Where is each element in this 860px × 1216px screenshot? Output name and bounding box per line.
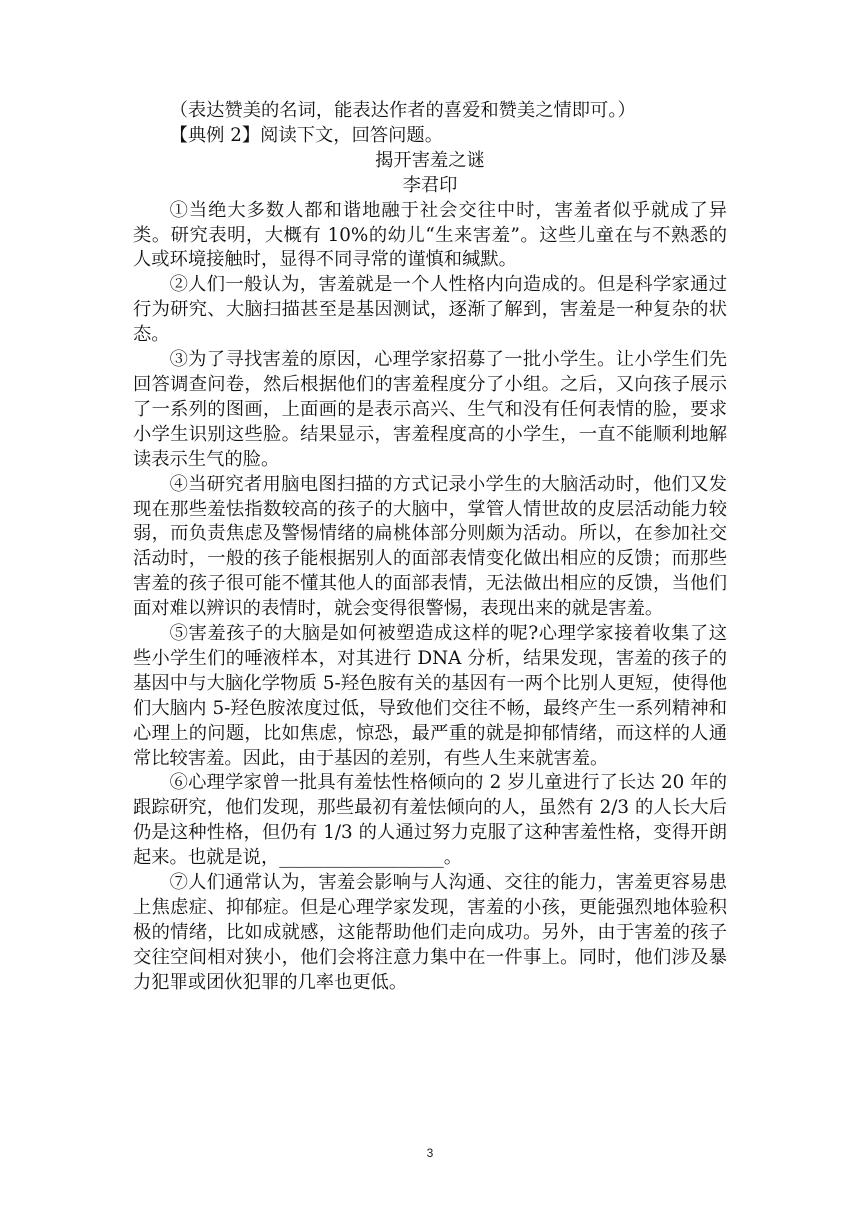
example-heading: 【典例 2】阅读下文，回答问题。	[169, 124, 443, 146]
paragraph-7: ⑦人们通常认为，害羞会影响与人沟通、交往的能力，害羞更容易患上焦虑症、抑郁症。但是心理学家发现，害羞的小孩，更能强烈地体验积极的情绪，比如成就感，这能帮助他们走向成功。另外，由于害羞的孩子交往空间相对狭小，他们会将注意力集中在一件事上。同时，他们涉及暴力犯罪或团伙犯罪的几率也更低。	[133, 872, 727, 993]
paragraph-2: ②人们一般认为，害羞就是一个人性格内向造成的。但是科学家通过行为研究、大脑扫描甚至是基因测试，逐渐了解到，害羞是一种复杂的状态。	[133, 274, 727, 346]
paragraph-4: ④当研究者用脑电图扫描的方式记录小学生的大脑活动时，他们又发现在那些羞怯指数较高的孩子的大脑中，掌管人情世故的皮层活动能力较弱，而负责焦虑及警惕情绪的扁桃体部分则颇为活动。所以，在参加社交活动时，一般的孩子能根据别人的面部表情变化做出相应的反馈；而那些害羞的孩子很可能不懂其他人的面部表情，无法做出相应的反馈，当他们面对难以辨识的表情时，就会变得很警惕，表现出来的就是害羞。	[133, 473, 727, 620]
paragraph-1: ①当绝大多数人都和谐地融于社会交往中时，害羞者似乎就成了异类。研究表明，大概有 10%的幼儿“生来害羞”。这些儿童在与不熟悉的人或环境接触时，显得不同寻常的谨慎和缄默。	[133, 199, 727, 271]
paragraph-6: ⑥心理学家曾一批具有羞怯性格倾向的 2 岁儿童进行了长达 20 年的跟踪研究，他们发现，那些最初有羞怯倾向的人，虽然有 2/3 的人长大后仍是这种性格，但仍有 1/3 的人通过努力克服了这种害羞性格，变得开朗起来。也就是说，__________________。	[133, 772, 727, 869]
intro-line: （表达赞美的名词，能表达作者的喜爱和赞美之情即可。）	[169, 100, 636, 121]
article-title: 揭开害羞之谜	[375, 149, 485, 171]
paragraph-5: ⑤害羞孩子的大脑是如何被塑造成这样的呢?心理学家接着收集了这些小学生们的唾液样本，对其进行 DNA 分析，结果发现，害羞的孩子的基因中与大脑化学物质 5-羟色胺有关的基因有一两个比别人更短，使得他们大脑内 5-羟色胺浓度过低，导致他们交往不畅，最终产生一系列精神和心理上的问题，比如焦虑，惊恐，最严重的就是抑郁情绪，而这样的人通常比较害羞。因此，由于基因的差别，有些人生来就害羞。	[133, 623, 727, 769]
document-body	[133, 99, 727, 996]
article-author: 李君印	[402, 174, 458, 196]
page-number: 3	[426, 1146, 434, 1160]
paragraph-3: ③为了寻找害羞的原因，心理学家招募了一批小学生。让小学生们先回答调查问卷，然后根据他们的害羞程度分了小组。之后，又向孩子展示了一系列的图画，上面画的是表示高兴、生气和没有任何表情的脸，要求小学生识别这些脸。结果显示，害羞程度高的小学生，一直不能顺利地解读表示生气的脸。	[133, 349, 727, 470]
